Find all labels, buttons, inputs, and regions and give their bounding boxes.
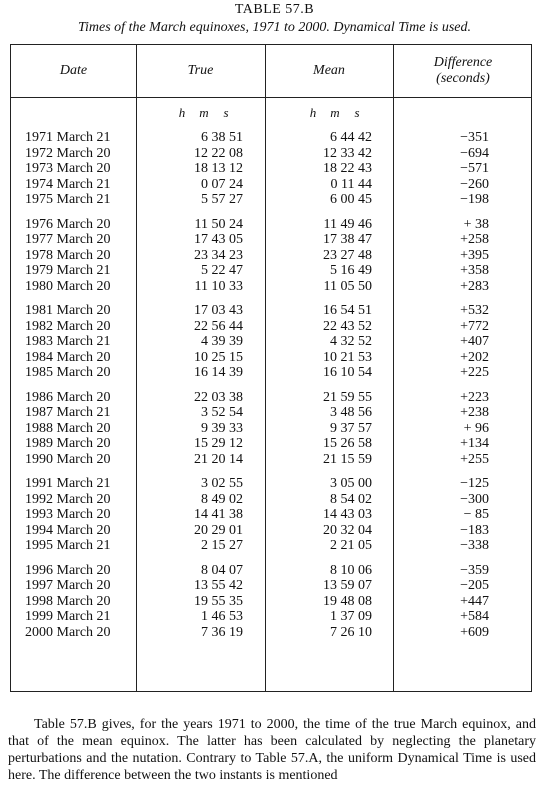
unit-hours: h <box>309 105 317 120</box>
cell-mean-time: 21 15 59 <box>323 451 372 467</box>
cell-mean-time: 11 49 46 <box>323 216 372 232</box>
cell-difference: −125 <box>460 476 489 491</box>
row-group <box>11 476 531 554</box>
cell-difference: +609 <box>460 624 489 640</box>
table-title: TABLE 57.B <box>234 2 315 17</box>
cell-date: 1997 March 20 <box>25 578 111 593</box>
cell-true-time: 23 34 23 <box>194 247 243 263</box>
table-row <box>11 523 531 539</box>
cell-date: 1985 March 20 <box>25 365 111 380</box>
cell-date: 1974 March 21 <box>25 176 111 192</box>
cell-true-time: 15 29 12 <box>194 436 243 451</box>
table-body <box>11 130 531 649</box>
table-row <box>11 405 531 421</box>
table-row <box>11 303 531 319</box>
cell-date: 1988 March 20 <box>25 420 111 436</box>
mean-units <box>302 105 368 121</box>
table-row <box>11 192 531 208</box>
cell-true-time: 0 07 24 <box>197 176 243 192</box>
cell-true-time: 20 29 01 <box>194 522 243 538</box>
cell-date: 1983 March 21 <box>25 334 111 349</box>
cell-mean-time: 2 21 05 <box>326 538 372 553</box>
cell-mean-time: 1 37 09 <box>326 609 372 624</box>
table-row <box>11 507 531 523</box>
table-row <box>11 161 531 177</box>
cell-difference: − 85 <box>463 507 489 522</box>
cell-difference: + 38 <box>463 216 489 232</box>
cell-mean-time: 4 32 52 <box>326 334 372 349</box>
cell-date: 1980 March 20 <box>25 278 111 294</box>
cell-date: 1977 March 20 <box>25 232 111 247</box>
cell-mean-time: 5 16 49 <box>326 263 372 278</box>
cell-difference: +532 <box>460 303 489 318</box>
cell-date: 1990 March 20 <box>25 451 111 467</box>
cell-true-time: 10 25 15 <box>194 349 243 365</box>
cell-date: 1989 March 20 <box>25 436 111 451</box>
cell-date: 1994 March 20 <box>25 522 111 538</box>
cell-true-time: 11 50 24 <box>194 216 243 232</box>
true-units <box>171 105 237 121</box>
cell-mean-time: 0 11 44 <box>327 176 372 192</box>
cell-mean-time: 13 59 07 <box>323 578 372 593</box>
cell-date: 1984 March 20 <box>25 349 111 365</box>
cell-mean-time: 10 21 53 <box>323 349 372 365</box>
header-difference-unit: (seconds) <box>436 71 490 86</box>
cell-true-time: 21 20 14 <box>194 451 243 467</box>
cell-true-time: 9 39 33 <box>197 420 243 436</box>
cell-mean-time: 8 54 02 <box>326 491 372 507</box>
cell-date: 1991 March 21 <box>25 476 111 491</box>
cell-date: 1995 March 21 <box>25 538 111 553</box>
cell-true-time: 22 56 44 <box>194 318 243 334</box>
cell-date: 1986 March 20 <box>25 389 111 405</box>
cell-true-time: 5 22 47 <box>197 263 243 278</box>
cell-difference: −351 <box>460 130 489 145</box>
cell-date: 1972 March 20 <box>25 145 111 161</box>
cell-date: 1993 March 20 <box>25 507 111 522</box>
header-difference <box>393 45 533 97</box>
cell-difference: +395 <box>460 247 489 263</box>
cell-true-time: 17 43 05 <box>194 232 243 247</box>
cell-true-time: 4 39 39 <box>197 334 243 349</box>
table-row <box>11 263 531 279</box>
table-row <box>11 232 531 248</box>
cell-date: 1982 March 20 <box>25 318 111 334</box>
cell-true-time: 14 41 38 <box>194 507 243 522</box>
cell-difference: −205 <box>460 578 489 593</box>
cell-true-time: 16 14 39 <box>194 365 243 380</box>
cell-date: 1975 March 21 <box>25 192 111 207</box>
table-row <box>11 350 531 366</box>
table-row <box>11 130 531 146</box>
cell-difference: +283 <box>460 278 489 294</box>
cell-date: 1996 March 20 <box>25 562 111 578</box>
header-difference-label: Difference <box>433 55 493 70</box>
row-group <box>11 563 531 641</box>
table-row <box>11 248 531 264</box>
cell-difference: +358 <box>460 263 489 278</box>
cell-difference: +134 <box>460 436 489 451</box>
cell-difference: −300 <box>460 491 489 507</box>
cell-mean-time: 22 43 52 <box>323 318 372 334</box>
table-row <box>11 625 531 641</box>
cell-difference: −198 <box>460 192 489 207</box>
row-group <box>11 217 531 295</box>
body-paragraph <box>8 716 536 784</box>
table-row <box>11 146 531 162</box>
cell-difference: +447 <box>460 593 489 609</box>
cell-mean-time: 9 37 57 <box>326 420 372 436</box>
cell-difference: −260 <box>460 176 489 192</box>
cell-mean-time: 14 43 03 <box>323 507 372 522</box>
header-date: Date <box>59 63 88 78</box>
cell-date: 1978 March 20 <box>25 247 111 263</box>
cell-mean-time: 12 33 42 <box>323 145 372 161</box>
cell-difference: +772 <box>460 318 489 334</box>
unit-minutes: m <box>199 105 209 120</box>
cell-difference: −694 <box>460 145 489 161</box>
cell-true-time: 3 02 55 <box>197 476 243 491</box>
table-row <box>11 578 531 594</box>
cell-date: 1987 March 21 <box>25 405 111 420</box>
row-group <box>11 130 531 208</box>
cell-date: 1999 March 21 <box>25 609 111 624</box>
cell-true-time: 5 57 27 <box>197 192 243 207</box>
cell-difference: +223 <box>460 389 489 405</box>
table-row <box>11 476 531 492</box>
cell-mean-time: 6 00 45 <box>326 192 372 207</box>
cell-true-time: 22 03 38 <box>194 389 243 405</box>
unit-seconds: s <box>354 105 360 120</box>
table-row <box>11 334 531 350</box>
cell-true-time: 1 46 53 <box>197 609 243 624</box>
header-mean: Mean <box>313 63 345 78</box>
cell-mean-time: 16 54 51 <box>323 303 372 318</box>
cell-true-time: 8 04 07 <box>197 562 243 578</box>
paragraph-text: Table 57.B gives, for the years 1971 to 2000, the time of the true March equinox, and that of the mean equinox. The latter has been calculated by neglecting the planetary perturbations and the nutation. Contrary to Table 57.A, the uniform Dynamical Time is used here. The difference between the two instants is mentioned <box>8 717 536 783</box>
row-group <box>11 390 531 468</box>
table-row <box>11 609 531 625</box>
table-row <box>11 319 531 335</box>
cell-date: 1981 March 20 <box>25 303 111 318</box>
table-row <box>11 390 531 406</box>
cell-mean-time: 3 48 56 <box>326 405 372 420</box>
cell-true-time: 13 55 42 <box>194 578 243 593</box>
cell-true-time: 7 36 19 <box>197 624 243 640</box>
table-row <box>11 538 531 554</box>
unit-hours: h <box>178 105 186 120</box>
cell-difference: −338 <box>460 538 489 553</box>
cell-mean-time: 11 05 50 <box>323 278 372 294</box>
cell-mean-time: 8 10 06 <box>326 562 372 578</box>
unit-minutes: m <box>330 105 340 120</box>
row-group <box>11 303 531 381</box>
cell-true-time: 11 10 33 <box>194 278 243 294</box>
table-row <box>11 279 531 295</box>
cell-true-time: 12 22 08 <box>194 145 243 161</box>
cell-difference: −571 <box>460 161 489 176</box>
cell-true-time: 6 38 51 <box>197 130 243 145</box>
cell-mean-time: 21 59 55 <box>323 389 372 405</box>
cell-true-time: 19 55 35 <box>194 593 243 609</box>
cell-true-time: 18 13 12 <box>194 161 243 176</box>
cell-mean-time: 7 26 10 <box>326 624 372 640</box>
header-true: True <box>187 63 214 78</box>
cell-difference: +584 <box>460 609 489 624</box>
header-rule <box>11 97 531 98</box>
cell-mean-time: 6 44 42 <box>326 130 372 145</box>
table-row <box>11 594 531 610</box>
cell-difference: + 96 <box>463 420 489 436</box>
cell-date: 1992 March 20 <box>25 491 111 507</box>
table-row <box>11 436 531 452</box>
cell-mean-time: 15 26 58 <box>323 436 372 451</box>
cell-mean-time: 18 22 43 <box>323 161 372 176</box>
cell-true-time: 8 49 02 <box>197 491 243 507</box>
cell-date: 1971 March 21 <box>25 130 111 145</box>
cell-difference: +238 <box>460 405 489 420</box>
cell-date: 1976 March 20 <box>25 216 111 232</box>
cell-true-time: 2 15 27 <box>197 538 243 553</box>
cell-true-time: 17 03 43 <box>194 303 243 318</box>
equinox-table <box>10 44 532 692</box>
cell-date: 1973 March 20 <box>25 161 111 176</box>
cell-mean-time: 23 27 48 <box>323 247 372 263</box>
table-row <box>11 452 531 468</box>
cell-date: 2000 March 20 <box>25 624 111 640</box>
table-row <box>11 421 531 437</box>
table-row <box>11 177 531 193</box>
cell-true-time: 3 52 54 <box>197 405 243 420</box>
unit-seconds: s <box>223 105 229 120</box>
cell-difference: +255 <box>460 451 489 467</box>
table-caption: Times of the March equinoxes, 1971 to 2000. Dynamical Time is used. <box>78 20 471 35</box>
table-row <box>11 492 531 508</box>
cell-mean-time: 20 32 04 <box>323 522 372 538</box>
cell-date: 1979 March 21 <box>25 263 111 278</box>
table-row <box>11 563 531 579</box>
table-row <box>11 365 531 381</box>
cell-difference: −359 <box>460 562 489 578</box>
cell-difference: −183 <box>460 522 489 538</box>
cell-difference: +202 <box>460 349 489 365</box>
cell-date: 1998 March 20 <box>25 593 111 609</box>
cell-mean-time: 16 10 54 <box>323 365 372 380</box>
cell-mean-time: 19 48 08 <box>323 593 372 609</box>
cell-mean-time: 17 38 47 <box>323 232 372 247</box>
cell-difference: +225 <box>460 365 489 380</box>
cell-difference: +407 <box>460 334 489 349</box>
cell-difference: +258 <box>460 232 489 247</box>
cell-mean-time: 3 05 00 <box>326 476 372 491</box>
table-row <box>11 217 531 233</box>
